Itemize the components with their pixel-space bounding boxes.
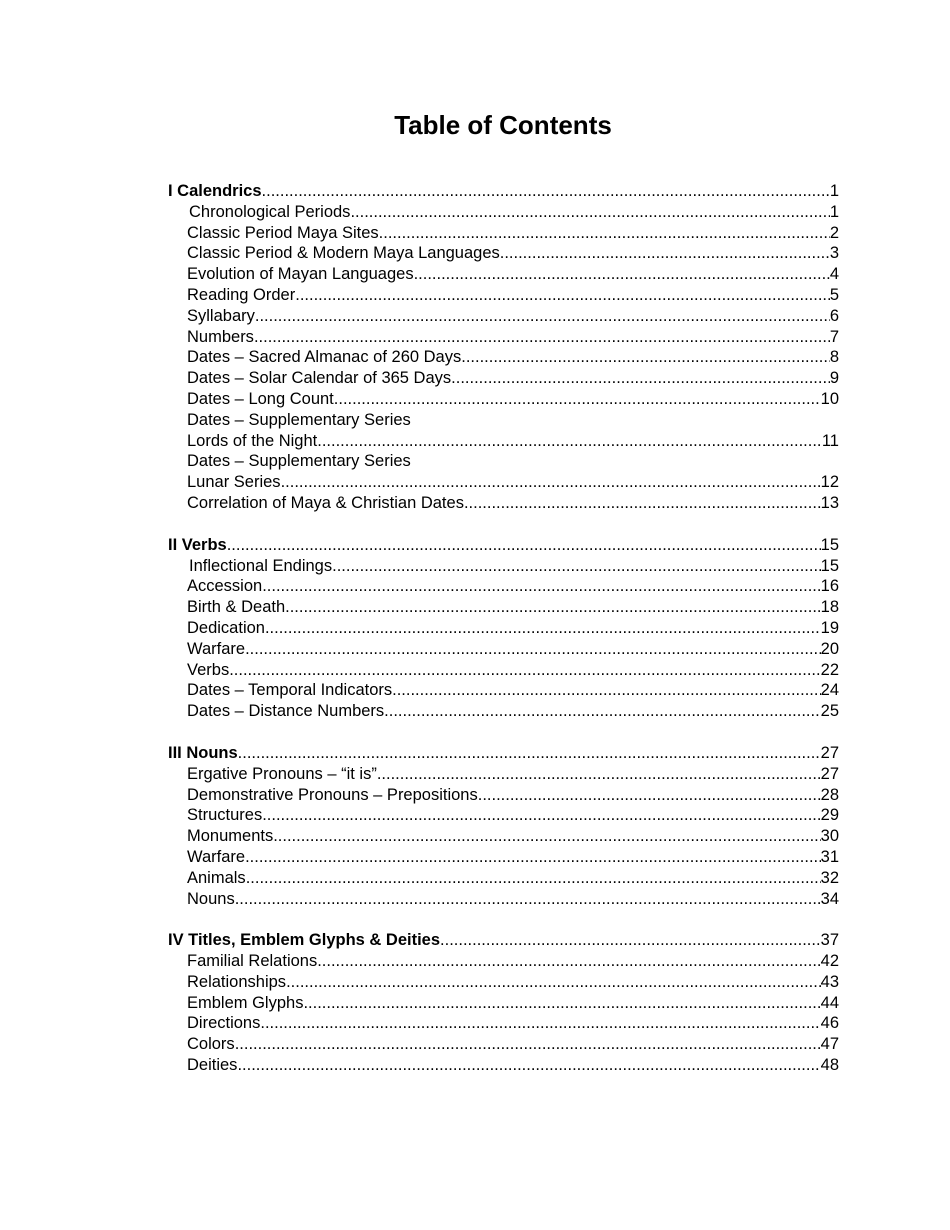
toc-entry-label: Demonstrative Pronouns – Prepositions [187,785,478,804]
dot-leader [451,368,830,389]
toc-page-number: 7 [829,327,839,346]
toc-entry-label: Emblem Glyphs [187,993,304,1012]
dot-leader [235,889,821,910]
toc-entry [168,826,839,847]
toc-entry-label: Structures [187,806,263,825]
toc-entry-label: Dates – Distance Numbers [187,702,385,721]
toc-page-number: 48 [820,1056,839,1075]
dot-leader [229,660,820,681]
toc-page-number: 16 [820,577,839,596]
toc-page-number: 3 [829,244,839,263]
dot-leader [377,764,821,785]
toc-entry-label: Birth & Death [187,598,286,617]
dot-leader [245,639,821,660]
dot-leader [254,327,830,348]
toc-entry [168,556,839,577]
toc-page-number: 4 [829,265,839,284]
toc-page-number: 20 [820,639,839,658]
toc-page-number: 37 [820,931,839,950]
toc-entry [168,680,839,701]
toc-entry-label: Dedication [187,618,265,637]
toc-page-number: 34 [820,889,839,908]
toc-page-number: 11 [821,431,839,450]
toc-page-number: 6 [829,306,839,325]
toc-entry-label: Dates – Sacred Almanac of 260 Days [187,348,462,367]
toc-entry [168,993,839,1014]
toc-page-number: 2 [829,223,839,242]
toc-page-number: 13 [820,493,839,512]
toc-entry [168,597,839,618]
toc-entry [168,618,839,639]
toc-heading-label: I Calendrics [168,182,262,200]
toc-entry [168,451,839,472]
toc-entry-label: Nouns [187,889,235,908]
dot-leader [286,972,821,993]
toc-entry [168,223,839,244]
toc-entry [168,785,839,806]
toc-entry-label: Correlation of Maya & Christian Dates [187,493,464,512]
toc-entry-label: Accession [187,577,263,596]
dot-leader [281,472,821,493]
toc-entry [168,868,839,889]
toc-page-number: 30 [820,827,839,846]
toc-entry-label: Verbs [187,660,230,679]
toc-entry [168,306,839,327]
toc-heading-label: IV Titles, Emblem Glyphs & Deities [168,931,441,950]
toc-entry-label: Ergative Pronouns – “it is” [187,764,377,783]
dot-leader [235,1034,821,1055]
toc-section-titles [168,930,839,1076]
dot-leader [295,285,830,306]
toc-entry [168,576,839,597]
toc-entry-label: Colors [187,1035,235,1054]
toc-page-number: 32 [820,868,839,887]
toc-entry-label: Warfare [187,639,246,658]
toc-entry [168,285,839,306]
toc-page-number: 5 [829,285,839,304]
toc-page-number: 12 [820,473,839,492]
toc-heading-label: II Verbs [168,535,227,554]
toc-page-number: 27 [820,764,839,783]
dot-leader [285,597,821,618]
toc-entry [168,701,839,722]
toc-page-number: 8 [829,348,839,367]
toc-page-number: 29 [820,806,839,825]
toc-page-number: 1 [829,202,839,221]
dot-leader [379,223,830,244]
toc-entry-label: Familial Relations [187,952,318,971]
dot-leader [227,535,821,556]
toc-entry-label: Evolution of Mayan Languages [187,265,414,284]
toc-entry [168,368,839,389]
toc-entry [168,1034,839,1055]
toc-entry [168,660,839,681]
toc-page-number: 1 [829,182,839,200]
toc-entry-label: Lords of the Night [187,431,318,450]
toc-entry [168,202,839,223]
toc-entry-label: Lunar Series [187,473,281,492]
dot-leader [237,1055,820,1076]
toc-page-number: 42 [820,952,839,971]
toc-page-number: 43 [820,972,839,991]
toc-entry-label: Chronological Periods [189,202,351,221]
toc-entry-label: Classic Period Maya Sites [187,223,379,242]
toc-page-number: 31 [820,847,839,866]
toc-entry-label: Dates – Long Count [187,389,334,408]
dot-leader [317,431,822,452]
dot-leader [265,618,821,639]
toc-entry [168,847,839,868]
dot-leader [392,680,821,701]
toc-entry [168,243,839,264]
toc-page-number: 19 [820,618,839,637]
toc-page-number: 18 [820,598,839,617]
toc-section-verbs [168,535,839,722]
toc-entry [168,951,839,972]
toc-entry-label: Numbers [187,327,254,346]
toc-page-number: 46 [820,1014,839,1033]
dot-leader [262,805,820,826]
dot-leader [350,202,829,223]
toc-page-number: 9 [829,369,839,388]
toc-entry [168,327,839,348]
toc-entry-label: Warfare [187,847,246,866]
toc-heading-row [168,930,839,951]
toc-entry [168,431,839,452]
toc-entry [168,1013,839,1034]
toc-page-number: 24 [820,681,839,700]
toc-entry [168,493,839,514]
toc-entry-label: Monuments [187,827,274,846]
dot-leader [262,181,830,202]
dot-leader [478,785,821,806]
toc-section-nouns [168,743,839,909]
toc-entry-label: Classic Period & Modern Maya Languages [187,244,500,263]
dot-leader [334,389,821,410]
toc-page-number: 28 [820,785,839,804]
dot-leader [260,1013,820,1034]
dot-leader [332,556,821,577]
toc-entry-label: Animals [187,868,246,887]
toc-page-number: 47 [820,1035,839,1054]
toc-heading-row [168,743,839,764]
toc-entry [168,805,839,826]
toc-page-number: 22 [820,660,839,679]
dot-leader [255,306,830,327]
toc-entry [168,764,839,785]
toc-page-number: 27 [820,743,839,762]
toc-entry [168,1055,839,1076]
page-title: Table of Contents [394,110,612,140]
toc-entry [168,472,839,493]
toc-entry [168,347,839,368]
toc-page-number: 25 [820,702,839,721]
dot-leader [245,847,821,868]
dot-leader [464,493,821,514]
dot-leader [384,701,820,722]
toc-entry [168,264,839,285]
toc-entry [168,889,839,910]
dot-leader [303,993,820,1014]
dot-leader [461,347,830,368]
toc-heading-row [168,535,839,556]
toc-entry-label: Syllabary [187,306,255,325]
toc-entry-label: Dates – Supplementary Series [187,452,411,471]
dot-leader [317,951,820,972]
toc-page-number: 10 [820,389,839,408]
dot-leader [500,243,830,264]
toc-entry [168,972,839,993]
toc-entry [168,389,839,410]
toc-page-number: 15 [820,535,839,554]
toc-entry-label: Directions [187,1014,261,1033]
toc-heading-label: III Nouns [168,743,238,762]
toc-page-number: 15 [820,556,839,575]
table-of-contents [168,181,839,1097]
dot-leader [440,930,821,951]
dot-leader [262,576,820,597]
toc-heading-row [168,181,839,202]
toc-entry [168,410,839,431]
dot-leader [246,868,821,889]
toc-entry-label: Reading Order [187,285,296,304]
toc-page-number: 44 [820,993,839,1012]
toc-entry-label: Dates – Supplementary Series [187,410,411,429]
toc-entry-label: Deities [187,1056,238,1075]
toc-entry-label: Dates – Temporal Indicators [187,681,393,700]
dot-leader [273,826,820,847]
toc-entry-label: Relationships [187,972,287,991]
toc-entry-label: Dates – Solar Calendar of 365 Days [187,369,452,388]
dot-leader [238,743,821,764]
toc-section-calendrics [168,181,839,514]
toc-entry [168,639,839,660]
toc-entry-label: Inflectional Endings [189,556,333,575]
dot-leader [414,264,830,285]
